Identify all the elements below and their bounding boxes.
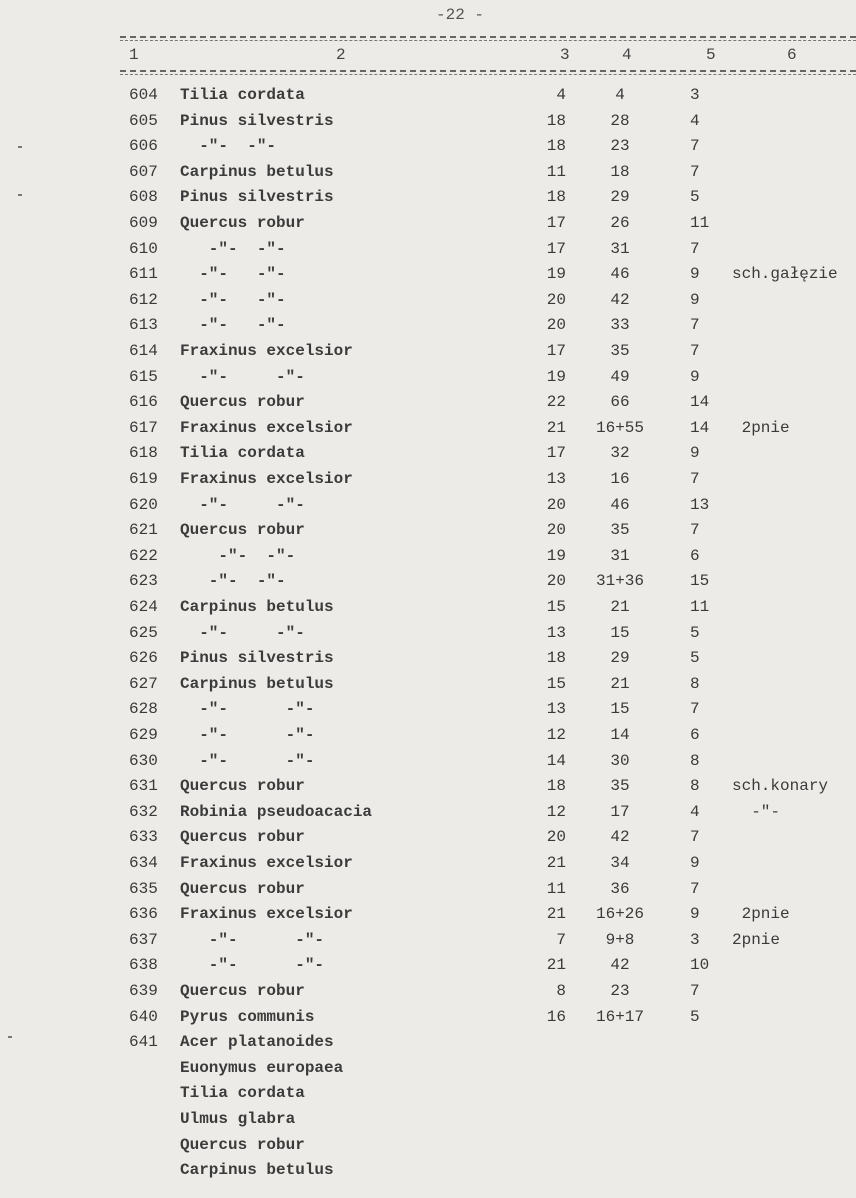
cell-col-4: 31+36 (595, 572, 644, 591)
cell-col-2: Carpinus betulus (180, 162, 334, 181)
table-row (0, 419, 856, 443)
table-row (0, 956, 856, 980)
cell-col-5: 15 (690, 572, 710, 591)
cell-col-2: -"- -"- (180, 700, 315, 719)
cell-col-3: 18 (546, 649, 566, 668)
cell-col-3: 12 (546, 726, 566, 744)
cell-col-2: Tilia cordata (180, 444, 305, 463)
table-row (0, 316, 856, 340)
cell-col-4: 31 (610, 239, 630, 258)
cell-col-4: 15 (610, 700, 630, 719)
cell-col-2: Acer platanoides (180, 1033, 334, 1052)
cell-col-1: 622 (129, 546, 158, 565)
cell-col-1: 627 (129, 674, 158, 693)
cell-col-2: Pyrus communis (180, 1007, 315, 1026)
cell-col-5: 7 (690, 342, 700, 360)
cell-col-5: 7 (690, 982, 700, 1000)
cell-col-5: 13 (690, 495, 710, 514)
cell-col-2: -"- -"- (180, 367, 305, 386)
cell-col-1: 606 (129, 137, 158, 156)
table-row (0, 752, 856, 776)
table-row (0, 163, 856, 187)
cell-col-2: Fraxinus excelsior (180, 854, 353, 872)
cell-col-3: 15 (546, 598, 566, 616)
cell-col-4: 42 (610, 290, 630, 309)
cell-col-2: Fraxinus excelsior (180, 905, 353, 924)
cell-col-5: 7 (690, 521, 700, 540)
table-row (0, 1161, 856, 1185)
cell-col-2: -"- -"- (180, 726, 315, 744)
table-row (0, 1033, 856, 1057)
margin-mark (18, 194, 22, 196)
cell-col-2: Quercus robur (180, 777, 305, 796)
table-row (0, 444, 856, 468)
cell-col-5: 7 (690, 137, 700, 156)
cell-col-2: Quercus robur (180, 393, 305, 412)
cell-col-2: -"- -"- (180, 290, 286, 309)
cell-col-5: 7 (690, 470, 700, 488)
cell-col-3: 21 (546, 956, 566, 975)
table-row (0, 112, 856, 136)
table-row (0, 240, 856, 264)
cell-col-1: 611 (129, 265, 158, 284)
cell-col-5: 7 (690, 239, 700, 258)
margin-mark (8, 1036, 12, 1038)
cell-col-1: 608 (129, 188, 158, 207)
cell-col-3: 15 (546, 674, 566, 693)
cell-col-3: 20 (546, 521, 566, 540)
cell-col-5: 9 (690, 290, 700, 309)
cell-col-4: 33 (610, 316, 630, 335)
cell-col-5: 7 (690, 700, 700, 719)
cell-col-6: 2pnie (732, 418, 790, 437)
cell-col-3: 19 (546, 367, 566, 386)
cell-col-2: Pinus silvestris (180, 111, 334, 130)
cell-col-2: -"- -"- (180, 316, 286, 335)
cell-col-2: Pinus silvestris (180, 649, 334, 668)
header-rule-top-inner (120, 40, 856, 41)
cell-col-3: 21 (546, 854, 566, 872)
cell-col-5: 7 (690, 879, 700, 898)
cell-col-4: 46 (610, 265, 630, 284)
cell-col-3: 4 (556, 86, 566, 104)
cell-col-3: 8 (556, 982, 566, 1000)
cell-col-4: 46 (610, 495, 630, 514)
table-row (0, 521, 856, 545)
cell-col-3: 20 (546, 495, 566, 514)
cell-col-2: Tilia cordata (180, 1084, 305, 1103)
table-row (0, 496, 856, 520)
header-rule-bottom-inner (120, 74, 856, 75)
cell-col-4: 21 (610, 598, 630, 616)
cell-col-3: 17 (546, 239, 566, 258)
cell-col-1: 605 (129, 111, 158, 130)
cell-col-4: 32 (610, 444, 630, 463)
cell-col-4: 35 (610, 342, 630, 360)
cell-col-1: 610 (129, 239, 158, 258)
cell-col-4: 9+8 (605, 930, 635, 949)
cell-col-5: 6 (690, 726, 700, 744)
cell-col-3: 17 (546, 342, 566, 360)
cell-col-4: 17 (610, 802, 630, 821)
column-header-4: 4 (622, 46, 632, 64)
cell-col-3: 19 (546, 546, 566, 565)
cell-col-3: 14 (546, 751, 566, 770)
cell-col-6: -"- (732, 802, 781, 821)
cell-col-2: Robinia pseudoacacia (180, 802, 373, 821)
cell-col-2: Fraxinus excelsior (180, 342, 353, 360)
table-row (0, 368, 856, 392)
cell-col-2: Quercus robur (180, 879, 305, 898)
cell-col-5: 4 (690, 802, 700, 821)
cell-col-4: 23 (610, 982, 630, 1000)
cell-col-3: 22 (546, 393, 566, 412)
cell-col-2: Fraxinus excelsior (180, 418, 353, 437)
cell-col-5: 6 (690, 546, 700, 565)
cell-col-2: Fraxinus excelsior (180, 470, 353, 488)
cell-col-5: 10 (690, 956, 710, 975)
cell-col-3: 18 (546, 777, 566, 796)
cell-col-3: 17 (546, 214, 566, 232)
cell-col-1: 623 (129, 572, 158, 591)
table-row (0, 803, 856, 827)
table-row (0, 470, 856, 494)
cell-col-2: Tilia cordata (180, 86, 305, 104)
cell-col-1: 621 (129, 521, 158, 540)
cell-col-1: 613 (129, 316, 158, 335)
cell-col-3: 20 (546, 290, 566, 309)
cell-col-3: 16 (546, 1007, 566, 1026)
cell-col-1: 633 (129, 828, 158, 847)
cell-col-2: Quercus robur (180, 982, 305, 1000)
table-row (0, 1059, 856, 1083)
cell-col-2: -"- -"- (180, 265, 286, 284)
cell-col-1: 609 (129, 214, 158, 232)
cell-col-1: 614 (129, 342, 158, 360)
cell-col-1: 619 (129, 470, 158, 488)
column-header-5: 5 (706, 46, 716, 64)
cell-col-3: 13 (546, 470, 566, 488)
cell-col-3: 21 (546, 905, 566, 924)
table-row (0, 649, 856, 673)
table-row (0, 1084, 856, 1108)
cell-col-2: -"- -"- (180, 239, 286, 258)
cell-col-2: Quercus robur (180, 828, 305, 847)
cell-col-2: Carpinus betulus (180, 674, 334, 693)
column-header-2: 2 (336, 46, 346, 64)
cell-col-3: 13 (546, 623, 566, 642)
cell-col-1: 612 (129, 290, 158, 309)
cell-col-4: 36 (610, 879, 630, 898)
cell-col-5: 7 (690, 162, 700, 181)
cell-col-1: 625 (129, 623, 158, 642)
table-row (0, 777, 856, 801)
cell-col-5: 7 (690, 828, 700, 847)
cell-col-1: 620 (129, 495, 158, 514)
margin-mark (18, 146, 22, 148)
table-row (0, 880, 856, 904)
cell-col-5: 7 (690, 316, 700, 335)
cell-col-1: 630 (129, 751, 158, 770)
cell-col-4: 21 (610, 674, 630, 693)
cell-col-1: 639 (129, 982, 158, 1000)
cell-col-5: 11 (690, 214, 710, 232)
cell-col-2: Ulmus glabra (180, 1110, 296, 1128)
cell-col-1: 632 (129, 802, 158, 821)
cell-col-4: 29 (610, 649, 630, 668)
table-row (0, 1136, 856, 1160)
cell-col-5: 3 (690, 86, 700, 104)
cell-col-5: 9 (690, 854, 700, 872)
table-row (0, 931, 856, 955)
cell-col-2: Carpinus betulus (180, 598, 334, 616)
cell-col-3: 18 (546, 137, 566, 156)
table-row (0, 726, 856, 750)
cell-col-1: 616 (129, 393, 158, 412)
cell-col-1: 641 (129, 1033, 158, 1052)
cell-col-2: -"- -"- (180, 930, 325, 949)
cell-col-1: 615 (129, 367, 158, 386)
cell-col-3: 12 (546, 802, 566, 821)
cell-col-5: 3 (690, 930, 700, 949)
header-rule-top (120, 36, 856, 38)
cell-col-2: -"- -"- (180, 956, 325, 975)
cell-col-3: 18 (546, 188, 566, 207)
column-header-3: 3 (560, 46, 570, 64)
cell-col-4: 31 (610, 546, 630, 565)
cell-col-2: Carpinus betulus (180, 1161, 334, 1180)
cell-col-4: 30 (610, 751, 630, 770)
cell-col-5: 11 (690, 598, 710, 616)
cell-col-1: 636 (129, 905, 158, 924)
cell-col-2: -"- -"- (180, 623, 305, 642)
cell-col-5: 8 (690, 751, 700, 770)
cell-col-5: 8 (690, 777, 700, 796)
cell-col-5: 4 (690, 111, 700, 130)
cell-col-1: 607 (129, 162, 158, 181)
table-row (0, 547, 856, 571)
cell-col-4: 28 (610, 111, 630, 130)
cell-col-5: 9 (690, 265, 700, 284)
table-row (0, 675, 856, 699)
cell-col-2: Pinus silvestris (180, 188, 334, 207)
page-number: -22 - (435, 6, 484, 24)
cell-col-4: 16+17 (595, 1007, 644, 1026)
cell-col-5: 9 (690, 444, 700, 463)
cell-col-3: 13 (546, 700, 566, 719)
cell-col-6: 2pnie (732, 905, 790, 924)
cell-col-4: 42 (610, 828, 630, 847)
cell-col-4: 34 (610, 854, 630, 872)
cell-col-3: 20 (546, 828, 566, 847)
cell-col-2: Euonymus europaea (180, 1058, 344, 1077)
cell-col-1: 638 (129, 956, 158, 975)
cell-col-1: 631 (129, 777, 158, 796)
cell-col-1: 618 (129, 444, 158, 463)
cell-col-4: 14 (610, 726, 630, 744)
cell-col-1: 637 (129, 930, 158, 949)
cell-col-4: 4 (615, 86, 625, 104)
table-row (0, 265, 856, 289)
cell-col-2: Quercus robur (180, 214, 305, 232)
cell-col-6: 2pnie (732, 930, 781, 949)
table-row (0, 598, 856, 622)
column-header-1: 1 (129, 46, 139, 64)
table-row (0, 1110, 856, 1134)
cell-col-4: 16 (610, 470, 630, 488)
cell-col-5: 14 (690, 418, 710, 437)
cell-col-1: 628 (129, 700, 158, 719)
cell-col-5: 9 (690, 367, 700, 386)
cell-col-3: 18 (546, 111, 566, 130)
cell-col-5: 9 (690, 905, 700, 924)
column-header-6: 6 (787, 46, 797, 64)
table-row (0, 86, 856, 110)
cell-col-2: -"- -"- (180, 572, 286, 591)
cell-col-3: 20 (546, 572, 566, 591)
table-row (0, 291, 856, 315)
cell-col-1: 626 (129, 649, 158, 668)
cell-col-1: 634 (129, 854, 158, 872)
cell-col-4: 35 (610, 521, 630, 540)
cell-col-6: sch.konary (732, 777, 829, 796)
table-row (0, 624, 856, 648)
table-row (0, 1008, 856, 1032)
cell-col-3: 20 (546, 316, 566, 335)
cell-col-1: 617 (129, 418, 158, 437)
cell-col-1: 640 (129, 1007, 158, 1026)
table-row (0, 828, 856, 852)
table-row (0, 342, 856, 366)
cell-col-4: 29 (610, 188, 630, 207)
cell-col-3: 11 (546, 879, 566, 898)
cell-col-4: 16+26 (595, 905, 644, 924)
cell-col-2: -"- -"- (180, 751, 315, 770)
table-row (0, 393, 856, 417)
cell-col-5: 5 (690, 1007, 700, 1026)
cell-col-4: 15 (610, 623, 630, 642)
cell-col-5: 14 (690, 393, 710, 412)
table-row (0, 572, 856, 596)
cell-col-4: 26 (610, 214, 630, 232)
cell-col-4: 42 (610, 956, 630, 975)
cell-col-6: sch.gałęzie (732, 265, 838, 284)
table-row (0, 188, 856, 212)
cell-col-3: 7 (556, 930, 566, 949)
cell-col-3: 19 (546, 265, 566, 284)
cell-col-3: 11 (546, 162, 566, 181)
cell-col-2: Quercus robur (180, 521, 305, 540)
cell-col-4: 66 (610, 393, 630, 412)
cell-col-1: 629 (129, 726, 158, 744)
cell-col-1: 604 (129, 86, 158, 104)
cell-col-3: 21 (546, 418, 566, 437)
cell-col-4: 23 (610, 137, 630, 156)
table-row (0, 982, 856, 1006)
table-row (0, 854, 856, 878)
cell-col-5: 8 (690, 674, 700, 693)
header-rule-bottom (120, 70, 856, 72)
cell-col-5: 5 (690, 623, 700, 642)
table-row (0, 137, 856, 161)
cell-col-4: 49 (610, 367, 630, 386)
cell-col-2: -"- -"- (180, 495, 305, 514)
cell-col-5: 5 (690, 188, 700, 207)
table-row (0, 905, 856, 929)
cell-col-5: 5 (690, 649, 700, 668)
cell-col-4: 18 (610, 162, 630, 181)
cell-col-4: 16+55 (595, 418, 644, 437)
table-row (0, 214, 856, 238)
cell-col-1: 635 (129, 879, 158, 898)
cell-col-2: -"- -"- (180, 137, 277, 156)
cell-col-1: 624 (129, 598, 158, 616)
cell-col-2: -"- -"- (180, 546, 296, 565)
cell-col-2: Quercus robur (180, 1135, 305, 1154)
cell-col-4: 35 (610, 777, 630, 796)
cell-col-3: 17 (546, 444, 566, 463)
table-row (0, 700, 856, 724)
